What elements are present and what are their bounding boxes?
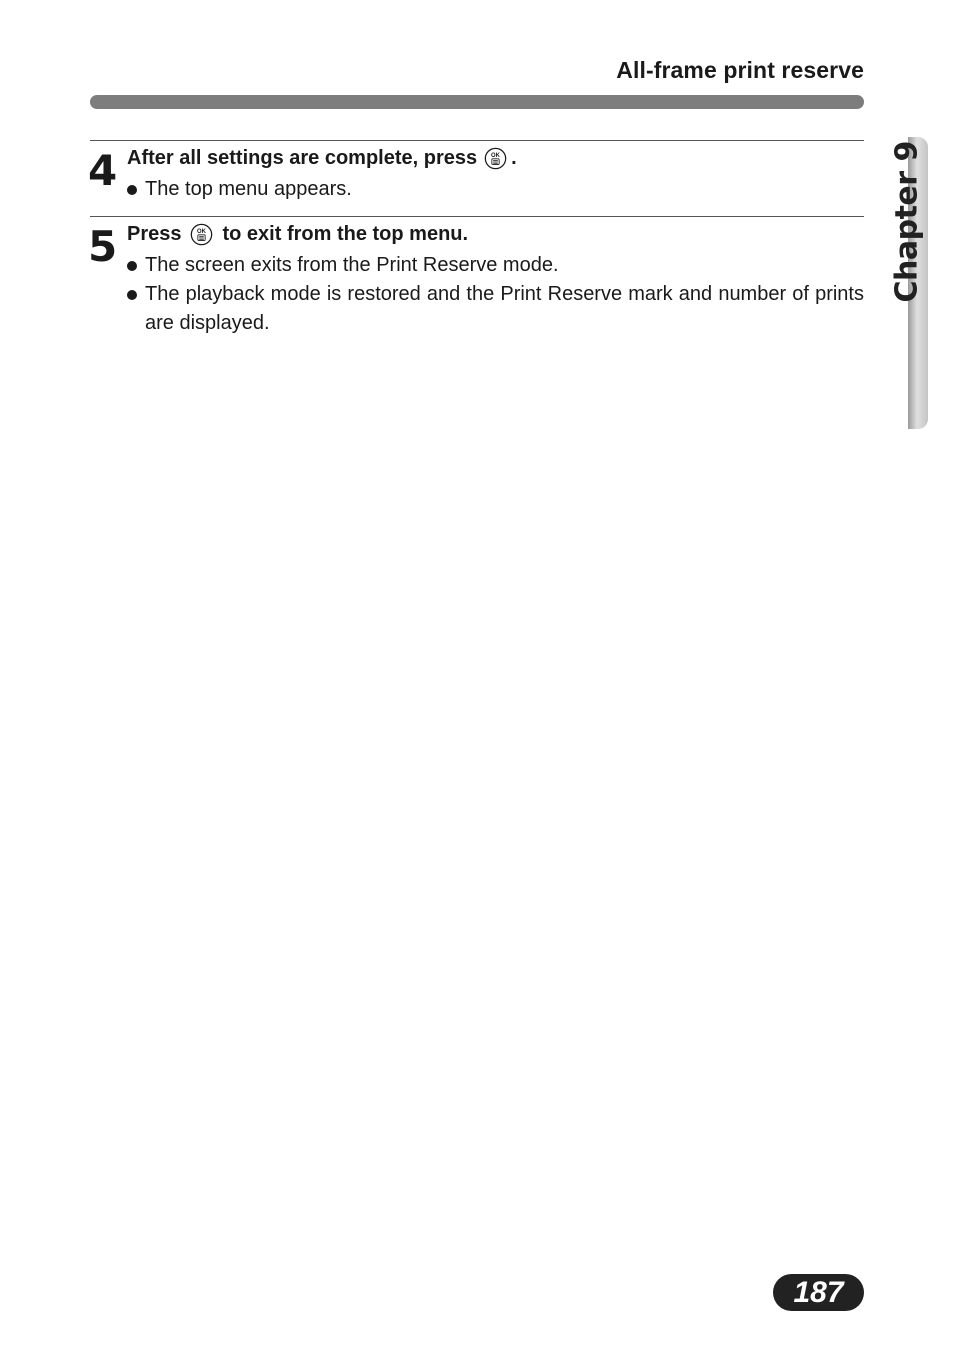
step-4-bullet-1	[127, 175, 864, 204]
step-5-heading-text: Press	[127, 223, 182, 246]
section-title: All-frame print reserve	[616, 57, 864, 83]
title-bar	[90, 95, 864, 109]
ok-menu-button-icon	[190, 223, 213, 246]
bullet-text: The top menu appears.	[145, 178, 352, 200]
bullet-text: The screen exits from the Print Reserve mode.	[145, 254, 559, 276]
ok-icon-text: OK	[491, 152, 501, 159]
chapter-label: Chapter 9	[889, 141, 925, 303]
step-5-heading-suffix: to exit from the top menu.	[222, 223, 469, 246]
step-4-heading	[127, 147, 517, 170]
step-5-number: 5	[88, 222, 117, 271]
step-5-heading	[127, 223, 468, 246]
bullet-dot	[127, 280, 145, 338]
ok-menu-button-icon	[484, 147, 507, 170]
page-number-badge: 187	[773, 1274, 864, 1311]
step-4-heading-suffix: .	[511, 147, 517, 170]
step-4-top-rule	[90, 140, 864, 141]
bullet-dot	[127, 175, 145, 204]
step-5-bullet-2	[127, 280, 864, 338]
step-5-top-rule	[90, 216, 864, 217]
bullet-dot	[127, 251, 145, 280]
step-4-heading-text: After all settings are complete, press	[127, 147, 478, 170]
ok-icon-text: OK	[196, 228, 206, 235]
bullet-text: The playback mode is restored and the Print Reserve mark and number of prints are displayed.	[145, 283, 864, 334]
step-4-number: 4	[88, 146, 117, 195]
step-5-bullet-1	[127, 251, 864, 280]
